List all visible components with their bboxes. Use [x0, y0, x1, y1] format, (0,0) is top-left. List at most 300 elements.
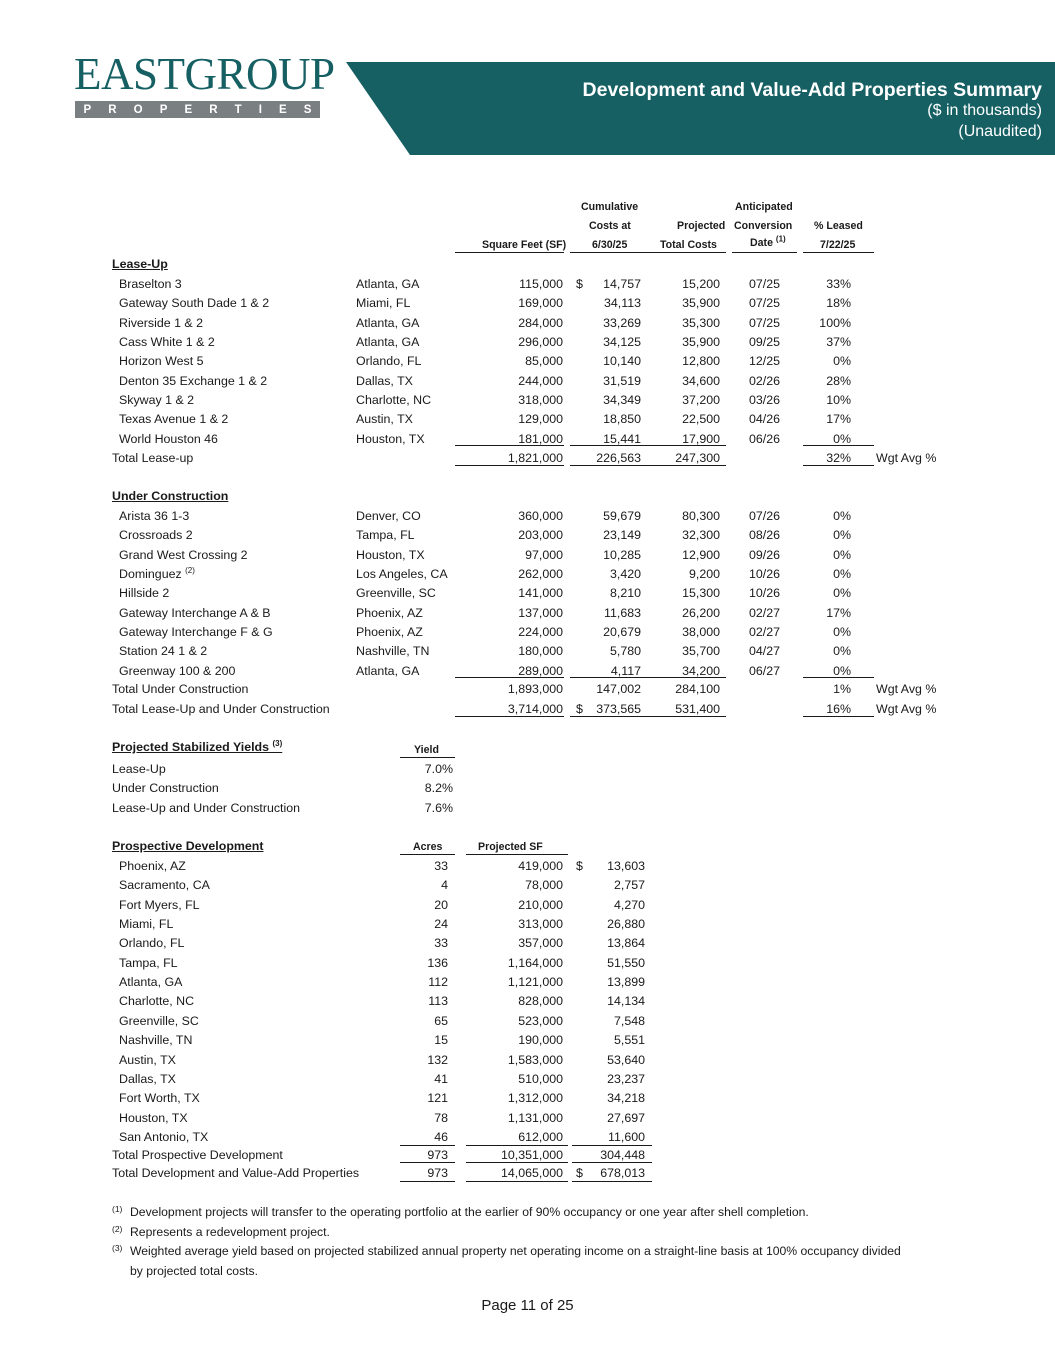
square-feet: 203,000: [518, 528, 563, 543]
property-location: Atlanta, GA: [356, 277, 420, 291]
percent-leased: 0%: [833, 586, 851, 601]
percent-leased: 17%: [826, 412, 851, 427]
logo-letter: R: [209, 103, 218, 116]
logo-text: EASTGROUP: [74, 49, 335, 99]
projected-total-costs: 34,600: [682, 373, 720, 388]
property-name: Braselton 3: [119, 277, 182, 291]
header-rule: [570, 252, 726, 253]
projected-sf: 828,000: [518, 994, 563, 1009]
percent-leased: 100%: [819, 315, 851, 330]
conversion-date: 04/27: [749, 644, 781, 659]
col-header-cum-2: Costs at: [589, 220, 631, 232]
cumulative-costs: 31,519: [603, 373, 641, 388]
rule: [455, 465, 564, 466]
property-name: [119, 509, 189, 523]
market-location: Dallas, TX: [119, 1071, 176, 1086]
yield-col-header: Yield: [414, 744, 439, 756]
projected-total-costs: 80,300: [682, 509, 720, 523]
square-feet: 137,000: [518, 605, 563, 620]
conversion-date: 04/26: [749, 412, 781, 427]
acres: 4: [441, 878, 448, 893]
property-location: Austin, TX: [356, 412, 413, 427]
footnote-ref: (3): [272, 738, 283, 748]
col-header-ant-2: Conversion: [734, 220, 793, 232]
total-acres: 973: [427, 1148, 448, 1162]
projected-total-costs: 15,300: [682, 586, 720, 601]
footnote-mark: (3): [112, 1243, 123, 1253]
square-feet: 224,000: [518, 625, 563, 640]
acres: 33: [434, 859, 448, 873]
conversion-date: 02/27: [749, 605, 781, 620]
projected-sf: 78,000: [525, 878, 563, 893]
property-name-text: Hillside 2: [119, 586, 170, 601]
market-location: Orlando, FL: [119, 936, 185, 951]
projected-total-costs: 32,300: [682, 528, 720, 543]
page-subtitle-units: ($ in thousands): [927, 102, 1042, 119]
land-cost: 26,880: [607, 917, 645, 932]
rule: [455, 445, 564, 446]
property-name-text: Gateway Interchange F & G: [119, 625, 273, 640]
acres: 136: [427, 955, 448, 970]
cumulative-costs: 11,683: [604, 605, 641, 620]
rule: [400, 757, 455, 758]
total-prospective-label: Total Prospective Development: [112, 1148, 283, 1162]
yield-label: Under Construction: [112, 781, 219, 796]
property-location: Orlando, FL: [356, 354, 422, 369]
market-location: Fort Myers, FL: [119, 897, 200, 912]
property-location: Atlanta, GA: [356, 315, 420, 330]
percent-leased: 33%: [826, 277, 851, 291]
conversion-date: 12/25: [749, 354, 781, 369]
conversion-date: 06/27: [749, 663, 781, 678]
projected-sf: 612,000: [518, 1129, 563, 1144]
logo-letter: I: [258, 103, 262, 116]
projected-sf: 1,583,000: [507, 1052, 563, 1067]
projected-sf: 1,164,000: [507, 955, 563, 970]
col-header-cum-3: 6/30/25: [592, 239, 628, 251]
conversion-date: 10/26: [749, 567, 781, 582]
yield-label: Lease-Up: [112, 762, 166, 776]
col-header-ant-3: Date $^{(1)}$: [750, 234, 786, 249]
market-location: Nashville, TN: [119, 1033, 193, 1048]
percent-leased: 28%: [826, 373, 851, 388]
rule: [455, 677, 564, 678]
rule: [803, 465, 874, 466]
col-header-leased-2: 7/22/25: [820, 239, 856, 251]
logo-letter: P: [159, 103, 168, 116]
percent-leased: 18%: [826, 296, 851, 311]
percent-leased: 37%: [826, 335, 851, 350]
rule: [466, 854, 568, 855]
property-name: Cass White 1 & 2: [119, 335, 215, 350]
logo-properties-bar: [75, 101, 320, 118]
property-name-text: Gateway Interchange A & B: [119, 605, 271, 620]
acres: 20: [434, 897, 448, 912]
acres: 121: [427, 1091, 448, 1106]
dollar-sign: $: [576, 702, 583, 716]
cumulative-costs: 20,679: [603, 625, 641, 640]
total-leased: 1%: [833, 682, 851, 696]
acres: 113: [428, 994, 448, 1009]
projected-total-costs: 35,300: [682, 315, 720, 330]
cumulative-costs: 14,757: [603, 277, 641, 291]
projected-total-costs: 35,900: [682, 296, 720, 311]
property-name-text: Grand West Crossing 2: [119, 547, 248, 562]
percent-leased: 0%: [833, 625, 851, 640]
land-cost: 23,237: [607, 1071, 645, 1086]
land-cost: 5,551: [613, 1033, 645, 1048]
projected-total-costs: 17,900: [682, 431, 720, 446]
cumulative-costs: 10,285: [603, 547, 641, 562]
land-cost: 27,697: [607, 1110, 645, 1125]
dollar-sign: $: [576, 1166, 583, 1180]
acres: 132: [427, 1052, 448, 1067]
projected-sf-col-header: Projected SF: [478, 841, 543, 853]
acres: 46: [434, 1129, 448, 1144]
projected-total-costs: 37,200: [682, 393, 720, 408]
rule: [803, 445, 874, 446]
square-feet: 244,000: [518, 373, 563, 388]
cumulative-costs: 23,149: [603, 528, 641, 543]
wgt-avg-note: Wgt Avg %: [876, 702, 937, 716]
rule: [572, 1145, 652, 1146]
percent-leased: 0%: [833, 547, 851, 562]
grand-cost: 373,565: [596, 702, 641, 716]
property-name: [119, 664, 235, 678]
land-cost: 51,550: [607, 955, 645, 970]
total-lease-up-label: Total Lease-up: [112, 451, 194, 465]
property-name-text: Dominguez: [119, 567, 182, 582]
land-cost: 13,603: [607, 859, 645, 873]
col-header-proj-2: Total Costs: [660, 239, 717, 251]
total-projected-sf: 10,351,000: [500, 1148, 563, 1162]
conversion-date: 02/26: [749, 373, 781, 388]
cumulative-costs: 4,117: [610, 663, 641, 678]
property-location: Charlotte, NC: [356, 393, 432, 408]
projected-sf: 1,312,000: [507, 1091, 563, 1106]
projected-sf: 357,000: [518, 936, 563, 951]
land-cost: 14,134: [607, 994, 645, 1009]
rule: [803, 716, 874, 717]
acres-col-header: Acres: [413, 841, 443, 853]
logo-letter: E: [278, 103, 287, 116]
dollar-sign: $: [576, 277, 583, 291]
projected-total-costs: 34,200: [682, 663, 720, 678]
property-name: Horizon West 5: [119, 354, 204, 369]
property-name: [119, 625, 273, 639]
rule: [400, 1162, 455, 1163]
land-cost: 13,864: [607, 936, 645, 951]
cumulative-costs: 34,125: [603, 335, 641, 350]
total-sf: 1,893,000: [507, 682, 563, 696]
square-feet: 180,000: [518, 644, 563, 659]
property-location: Dallas, TX: [356, 373, 413, 388]
market-location: Houston, TX: [119, 1110, 188, 1125]
square-feet: 169,000: [518, 296, 563, 311]
market-location: Sacramento, CA: [119, 878, 210, 893]
company-logo-wordmark: [74, 49, 335, 99]
property-name: [119, 606, 271, 620]
property-name: [119, 548, 248, 562]
cumulative-costs: 34,113: [604, 296, 641, 311]
square-feet: 262,000: [518, 567, 563, 582]
property-name: Riverside 1 & 2: [119, 315, 204, 330]
footnote-ref: (2): [185, 565, 195, 575]
grand-projected: 531,400: [675, 702, 720, 716]
property-name: [119, 567, 195, 581]
cumulative-costs: 10,140: [603, 354, 641, 369]
property-location: Atlanta, GA: [356, 335, 420, 350]
property-location: Los Angeles, CA: [356, 567, 448, 582]
total-cost: 147,002: [596, 682, 641, 696]
acres: 78: [434, 1110, 448, 1125]
property-location: Miami, FL: [356, 296, 411, 311]
grand-sf: 3,714,000: [507, 702, 563, 716]
grand-leased: 16%: [826, 702, 851, 716]
percent-leased: 0%: [833, 354, 851, 369]
market-location: Fort Worth, TX: [119, 1091, 200, 1106]
property-name: World Houston 46: [119, 431, 218, 446]
page-number: Page 11 of 25: [481, 1297, 574, 1314]
total-projected: 247,300: [675, 451, 720, 465]
rule: [400, 854, 455, 855]
rule: [400, 1181, 455, 1182]
projected-total-costs: 38,000: [682, 625, 720, 640]
property-name: Gateway South Dade 1 & 2: [119, 296, 270, 311]
conversion-date: 08/26: [749, 528, 781, 543]
cumulative-costs: 5,780: [609, 644, 641, 659]
col-header-sqft: Square Feet (SF): [482, 239, 567, 251]
section-title-lease-up: Lease-Up: [112, 257, 168, 271]
market-location: Miami, FL: [119, 917, 174, 932]
logo-letter: O: [133, 103, 143, 116]
square-feet: 284,000: [518, 315, 563, 330]
property-name-text: Crossroads 2: [119, 528, 193, 543]
percent-leased: 17%: [826, 605, 851, 620]
dollar-sign: $: [576, 859, 583, 873]
percent-leased: 0%: [833, 663, 851, 678]
land-cost: 53,640: [607, 1052, 645, 1067]
rule: [572, 1181, 652, 1182]
yields-title-text: Projected Stabilized Yields: [112, 740, 269, 754]
projected-sf: 1,131,000: [507, 1110, 563, 1125]
col-header-leased-1: % Leased: [814, 220, 863, 232]
conversion-date: 10/26: [749, 586, 781, 601]
market-location: Charlotte, NC: [119, 994, 195, 1009]
land-cost: 4,270: [613, 897, 645, 912]
footnote-continuation: by projected total costs.: [130, 1264, 259, 1278]
logo-letter: P: [83, 103, 92, 116]
square-feet: 318,000: [518, 393, 563, 408]
property-name: Texas Avenue 1 & 2: [119, 412, 229, 427]
property-location: Phoenix, AZ: [356, 605, 423, 620]
property-location: Denver, CO: [356, 509, 421, 523]
page-subtitle-audit: (Unaudited): [958, 123, 1042, 140]
projected-sf: 419,000: [518, 859, 563, 873]
acres: 33: [434, 936, 448, 951]
square-feet: 141,000: [518, 586, 563, 601]
projected-total-costs: 35,900: [682, 335, 720, 350]
total-sf: 1,821,000: [507, 451, 563, 465]
yield-label: Lease-Up and Under Construction: [112, 800, 301, 815]
cumulative-costs: 15,441: [603, 431, 641, 446]
grand-acres: 973: [427, 1166, 448, 1180]
land-cost: 7,548: [613, 1013, 645, 1028]
acres: 24: [434, 917, 448, 932]
property-name: Denton 35 Exchange 1 & 2: [119, 373, 268, 388]
percent-leased: 0%: [833, 644, 851, 659]
cumulative-costs: 34,349: [603, 393, 641, 408]
projected-sf: 523,000: [518, 1013, 563, 1028]
col-header-ant-1: Anticipated: [735, 201, 793, 213]
cumulative-costs: 3,420: [609, 567, 641, 582]
wgt-avg-note: Wgt Avg %: [876, 451, 937, 465]
rule: [572, 1162, 652, 1163]
logo-letter: T: [234, 103, 242, 116]
wgt-avg-note: Wgt Avg %: [876, 682, 937, 696]
conversion-date: 07/25: [749, 277, 781, 291]
land-cost: 2,757: [613, 878, 645, 893]
projected-total-costs: 22,500: [682, 412, 720, 427]
square-feet: 360,000: [518, 509, 563, 523]
section-title-prospective: Prospective Development: [112, 839, 264, 853]
rule: [466, 1162, 568, 1163]
land-cost: 34,218: [607, 1091, 645, 1106]
footnote-text: Weighted average yield based on projected stabilized annual property net operating income on a straight-line basis at 100% occupancy divided: [130, 1244, 901, 1258]
rule: [570, 445, 726, 446]
yield-value: 7.6%: [424, 800, 453, 815]
logo-letter: R: [108, 103, 117, 116]
land-cost: 11,600: [608, 1129, 645, 1144]
rule: [400, 1145, 455, 1146]
yield-value: 7.0%: [424, 762, 453, 776]
grand-total-dev-label: Total Development and Value-Add Properties: [112, 1166, 360, 1180]
square-feet: 129,000: [518, 412, 563, 427]
acres: 112: [428, 975, 448, 990]
conversion-date: 09/25: [749, 335, 781, 350]
col-header-proj-1: Projected: [677, 220, 726, 232]
conversion-date: 03/26: [749, 393, 781, 408]
projected-total-costs: 26,200: [682, 605, 720, 620]
property-location: Houston, TX: [356, 431, 425, 446]
rule: [466, 1181, 568, 1182]
market-location: San Antonio, TX: [119, 1129, 209, 1144]
header-rule: [455, 252, 564, 253]
projected-sf: 510,000: [518, 1071, 563, 1086]
property-name-text: Station 24 1 & 2: [119, 644, 208, 659]
market-location: Phoenix, AZ: [119, 859, 186, 873]
conversion-date: 06/26: [749, 431, 781, 446]
footnote-text: Represents a redevelopment project.: [130, 1225, 330, 1239]
grand-total-label: Total Lease-Up and Under Construction: [112, 702, 330, 716]
projected-sf: 190,000: [518, 1033, 563, 1048]
total-projected: 284,100: [675, 682, 720, 696]
grand-projected-sf: 14,065,000: [500, 1166, 563, 1180]
cumulative-costs: 8,210: [609, 586, 641, 601]
projected-total-costs: 12,800: [682, 354, 720, 369]
percent-leased: 0%: [833, 509, 851, 523]
property-name: Skyway 1 & 2: [119, 393, 195, 408]
total-uc-label: Total Under Construction: [112, 682, 249, 696]
conversion-date: 07/25: [749, 296, 781, 311]
property-location: Nashville, TN: [356, 644, 430, 659]
cumulative-costs: 59,679: [603, 509, 641, 523]
cumulative-costs: 18,850: [603, 412, 641, 427]
square-feet: 289,000: [518, 663, 563, 678]
square-feet: 97,000: [525, 547, 563, 562]
property-location: Houston, TX: [356, 547, 425, 562]
property-location: Tampa, FL: [356, 528, 415, 543]
market-location: Tampa, FL: [119, 955, 178, 970]
rule: [570, 677, 726, 678]
footnote-mark: (1): [112, 1204, 123, 1214]
total-land-cost: 304,448: [600, 1148, 645, 1162]
property-name: [119, 644, 207, 658]
property-location: Atlanta, GA: [356, 663, 420, 678]
projected-total-costs: 9,200: [688, 567, 720, 582]
page-title: Development and Value-Add Properties Summary: [582, 79, 1042, 101]
projected-sf: 1,121,000: [507, 975, 563, 990]
acres: 65: [434, 1013, 448, 1028]
square-feet: 115,000: [519, 277, 563, 291]
rule: [570, 716, 726, 717]
property-name-text: Arista 36 1-3: [119, 509, 190, 523]
property-name: [119, 528, 193, 542]
section-title-under-construction: Under Construction: [112, 489, 229, 503]
percent-leased: 0%: [833, 431, 851, 446]
square-feet: 85,000: [525, 354, 563, 369]
projected-sf: 313,000: [518, 917, 563, 932]
conversion-date: 02/27: [749, 625, 781, 640]
percent-leased: 0%: [833, 528, 851, 543]
square-feet: 181,000: [518, 431, 563, 446]
total-leased: 32%: [826, 451, 851, 465]
property-name: [119, 586, 169, 600]
projected-total-costs: 12,900: [682, 547, 720, 562]
logo-letter: S: [303, 103, 312, 116]
property-name-text: Greenway 100 & 200: [119, 663, 236, 678]
conversion-date: 07/25: [749, 315, 781, 330]
land-cost: 13,899: [607, 975, 645, 990]
projected-total-costs: 35,700: [682, 644, 720, 659]
rule: [803, 677, 874, 678]
market-location: Austin, TX: [119, 1052, 176, 1067]
col-header-cum-1: Cumulative: [581, 201, 639, 213]
section-title-yields: [112, 740, 282, 754]
percent-leased: 10%: [826, 393, 851, 408]
rule: [466, 1145, 568, 1146]
property-location: Greenville, SC: [356, 586, 436, 601]
total-cost: 226,563: [596, 451, 641, 465]
percent-leased: 0%: [833, 567, 851, 582]
acres: 15: [434, 1033, 448, 1048]
square-feet: 296,000: [518, 335, 563, 350]
projected-total-costs: 15,200: [682, 277, 720, 291]
property-location: Phoenix, AZ: [356, 625, 423, 640]
market-location: Atlanta, GA: [119, 975, 183, 990]
yield-value: 8.2%: [424, 781, 453, 796]
rule: [455, 716, 564, 717]
footnote-mark: (2): [112, 1224, 123, 1234]
acres: 41: [434, 1071, 448, 1086]
header-rule: [732, 252, 797, 253]
conversion-date: 07/26: [749, 509, 781, 523]
cumulative-costs: 33,269: [603, 315, 641, 330]
market-location: Greenville, SC: [119, 1013, 199, 1028]
projected-sf: 210,000: [518, 897, 563, 912]
footnote-text: Development projects will transfer to the operating portfolio at the earlier of 90% occupancy or one year after shell completion.: [130, 1205, 809, 1219]
rule: [570, 465, 726, 466]
